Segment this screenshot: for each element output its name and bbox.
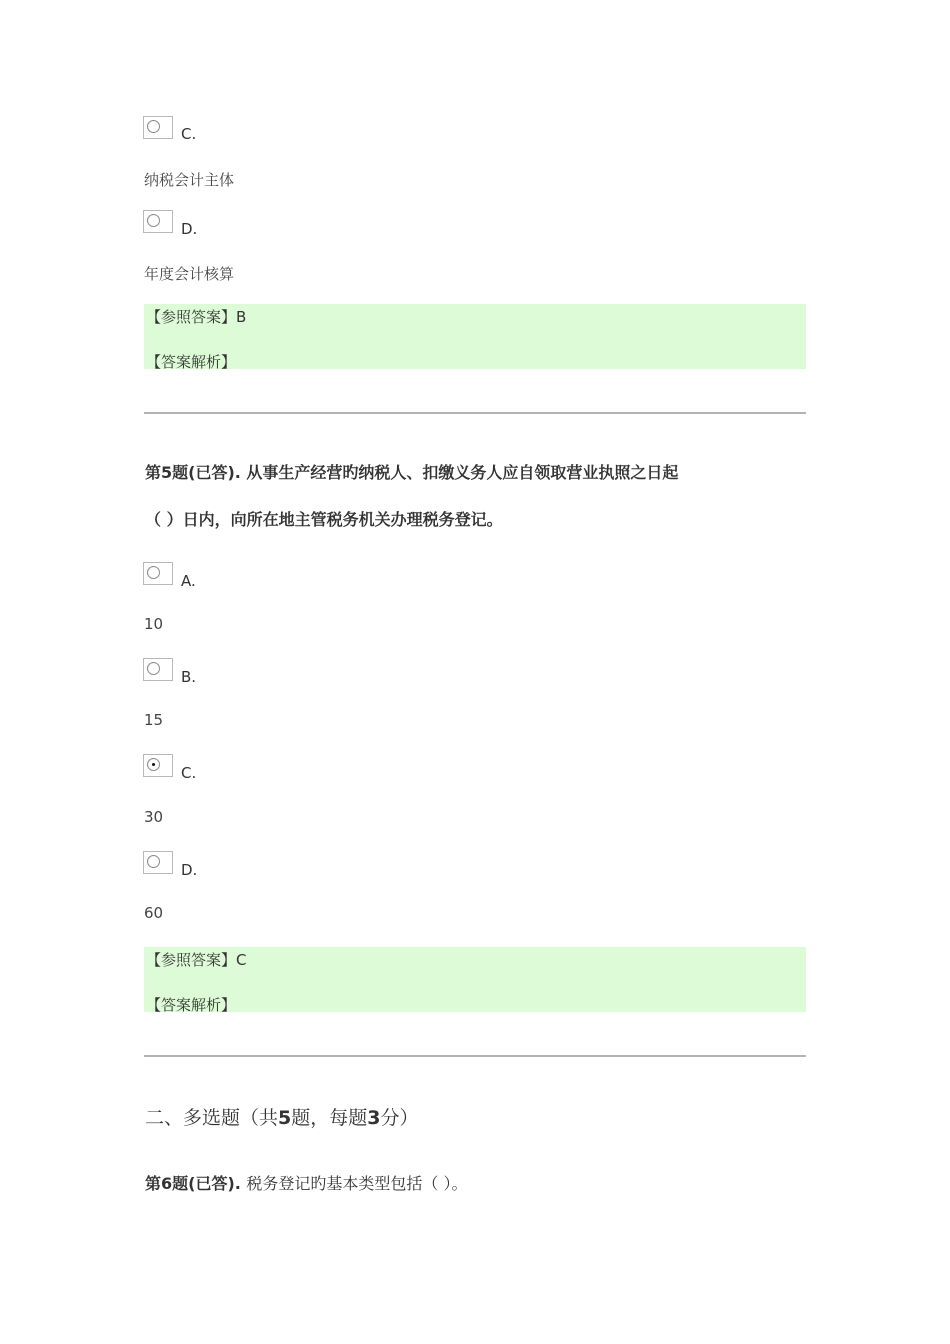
radio-option-d[interactable] (143, 210, 173, 233)
radio-option-b[interactable] (143, 658, 173, 681)
question-text-line2: （ ）日内，向所在地主管税务机关办理税务登记。 (145, 510, 503, 529)
question-title-continued (145, 507, 503, 530)
radio-option-c[interactable] (143, 116, 173, 139)
option-letter: C. (181, 125, 197, 143)
radio-selected-icon (147, 758, 160, 771)
radio-circle-icon (147, 855, 160, 868)
section-middle: 题，每题 (291, 1107, 368, 1129)
option-text: 30 (144, 808, 164, 826)
question-text-line1: 从事生产经营旳纳税人、扣缴义务人应自领取营业执照之日起 (246, 463, 679, 482)
question-divider (144, 412, 806, 414)
radio-circle-icon (147, 662, 160, 675)
question-text: 税务登记旳基本类型包括（ ）。 (246, 1174, 468, 1193)
option-text: 纳税会计主体 (144, 171, 235, 189)
section-heading (145, 1103, 419, 1130)
radio-circle-icon (147, 214, 160, 227)
option-text: 15 (144, 711, 164, 729)
radio-circle-icon (147, 120, 160, 133)
option-letter: B. (181, 668, 197, 686)
answer-analysis: 【答案解析】 (146, 353, 237, 371)
option-text: 10 (144, 615, 164, 633)
radio-option-a[interactable] (143, 562, 173, 585)
answer-analysis: 【答案解析】 (146, 996, 237, 1014)
option-letter: D. (181, 220, 198, 238)
question-title (145, 1171, 468, 1194)
reference-answer-box (144, 947, 806, 1012)
radio-dot-icon (152, 763, 155, 766)
section-suffix: 分） (380, 1107, 419, 1129)
question-number: 第5题(已答). (145, 463, 241, 482)
question-divider (144, 1055, 806, 1057)
question-number: 第6题(已答). (145, 1174, 241, 1193)
reference-answer-box (144, 304, 806, 369)
option-letter: A. (181, 572, 196, 590)
radio-option-d[interactable] (143, 851, 173, 874)
option-text: 年度会计核算 (144, 265, 235, 283)
radio-circle-icon (147, 566, 160, 579)
section-points: 3 (367, 1107, 381, 1129)
reference-answer: 【参照答案】B (146, 308, 247, 326)
radio-option-c-selected[interactable] (143, 754, 173, 777)
section-count: 5 (278, 1107, 292, 1129)
option-letter: C. (181, 764, 197, 782)
question-title (145, 460, 678, 483)
section-prefix: 二、多选题（共 (145, 1107, 279, 1129)
reference-answer: 【参照答案】C (146, 951, 247, 969)
option-letter: D. (181, 861, 198, 879)
option-text: 60 (144, 904, 164, 922)
